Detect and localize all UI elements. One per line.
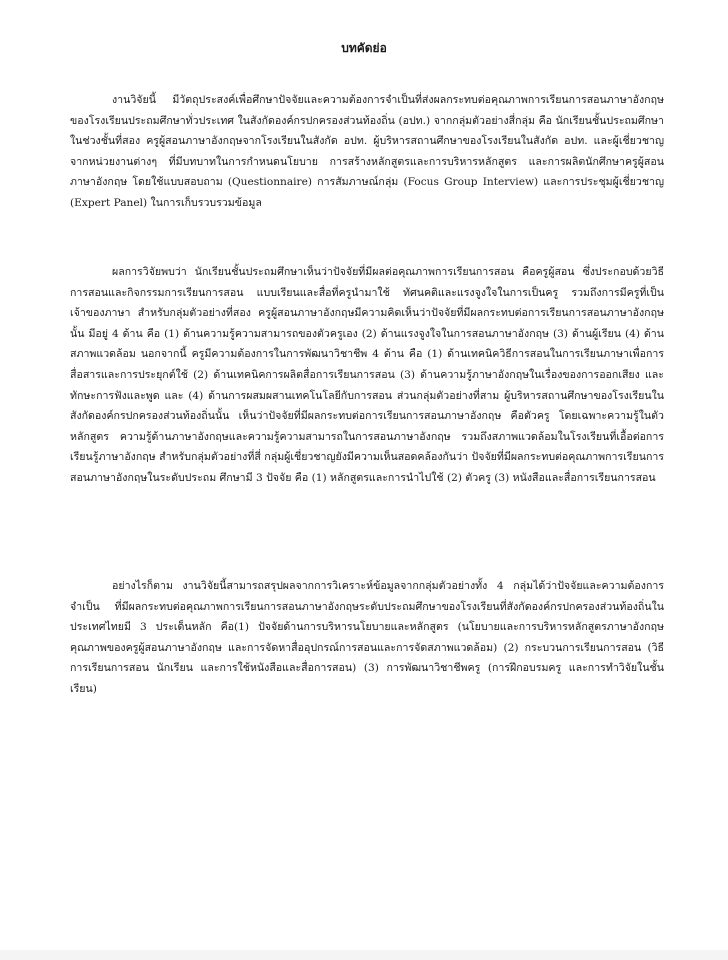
abstract-title: บทคัดย่อ [341, 41, 387, 55]
abstract-paragraph-conclusion: อย่างไรก็ตาม งานวิจัยนี้สามารถสรุปผลจากการวิเคราะห์ข้อมูลจากกลุ่มตัวอย่างทั้ง 4 กลุ่มได้ว่าปัจจัยและความต้องการจำเป็น ที่มีผลกระทบต่อคุณภาพการเรียนการสอนภาษาอังกฤษระดับประถมศึกษาของโรงเรียนที่สังกัดองค์กรปกครองส่วนท้องถิ่นในประเทศไทยมี 3 ประเด็นหลัก คือ(1) ปัจจัยด้านการบริหารนโยบายและหลักสูตร (นโยบายและการบริหารหลักสูตรภาษาอังกฤษ คุณภาพของครูผู้สอนภาษาอังกฤษ และการจัดหาสื่ออุปกรณ์การสอนและการจัดสภาพแวดล้อม) (2) กระบวนการเรียนการสอน (วิธีการเรียนการสอน นักเรียน และการใช้หนังสือและสื่อการสอน) (3) การพัฒนาวิชาชีพครู (การฝึกอบรมครู และการทำวิจัยในชั้นเรียน) [70, 580, 664, 695]
abstract-paragraph-findings: ผลการวิจัยพบว่า นักเรียนชั้นประถมศึกษาเห็นว่าปัจจัยที่มีผลต่อคุณภาพการเรียนการสอน คือครูผู้สอน ซึ่งประกอบด้วยวิธีการสอนและกิจกรรมการเรียนการสอน แบบเรียนและสื่อที่ครูนำมาใช้ ทัศนคติและแรงจูงใจในการเป็นครู รวมถึงการมีครูที่เป็นเจ้าของภาษา สำหรับกลุ่มตัวอย่างที่สอง ครูผู้สอนภาษาอังกฤษมีความคิดเห็นว่าปัจจัยที่มีผลกระทบต่อการเรียนการสอนภาษาอังกฤษนั้น มีอยู่ 4 ด้าน คือ (1) ด้านความรู้ความสามารถของตัวครูเอง (2) ด้านแรงจูงใจในการสอนภาษาอังกฤษ (3) ด้านผู้เรียน (4) ด้านสภาพแวดล้อม นอกจากนี้ ครูมีความต้องการในการพัฒนาวิชาชีพ 4 ด้าน คือ (1) ด้านเทคนิควิธีการสอนในการเรียนภาษาเพื่อการสื่อสารและการประยุกต์ใช้ (2) ด้านเทคนิคการผลิตสื่อการเรียนการสอน (3) ด้านความรู้ภาษาอังกฤษในเรื่องของการออกเสียง และทักษะการฟังและพูด และ (4) ด้านการผสมผสานเทคโนโลยีกับการสอน ส่วนกลุ่มตัวอย่างที่สาม ผู้บริหารสถานศึกษาของโรงเรียนในสังกัดองค์กรปกครองส่วนท้องถิ่นนั้น เห็นว่าปัจจัยที่มีผลกระทบต่อการเรียนการสอนภาษาอังกฤษ คือตัวครู โดยเฉพาะความรู้ในตัวหลักสูตร ความรู้ด้านภาษาอังกฤษและความรู้ความสามารถในการสอนภาษาอังกฤษ รวมถึงสภาพแวดล้อมในโรงเรียนที่เอื้อต่อการเรียนรู้ภาษาอังกฤษ สำหรับกลุ่มตัวอย่างที่สี่ กลุ่มผู้เชี่ยวชาญยังมีความเห็นสอดคล้องกันว่า ปัจจัยที่มีผลกระทบต่อคุณภาพการเรียนการสอนภาษาอังกฤษในระดับประถม ศึกษามี 3 ปัจจัย คือ (1) หลักสูตรและการนำไปใช้ (2) ตัวครู (3) หนังสือและสื่อการเรียนการสอน [70, 266, 664, 484]
abstract-paragraph-objectives: งานวิจัยนี้ มีวัตถุประสงค์เพื่อศึกษาปัจจัยและความต้องการจำเป็นที่ส่งผลกระทบต่อคุณภาพการเรียนการสอนภาษาอังกฤษของโรงเรียนประถมศึกษาทั่วประเทศ ในสังกัดองค์กรปกครองส่วนท้องถิ่น (อปท.) จากกลุ่มตัวอย่างสี่กลุ่ม คือ นักเรียนชั้นประถมศึกษาในช่วงชั้นที่สอง ครูผู้สอนภาษาอังกฤษจากโรงเรียนในสังกัด อปท. ผู้บริหารสถานศึกษาของโรงเรียนในสังกัด อปท. และผู้เชี่ยวชาญจากหน่วยงานต่างๆ ที่มีบทบาทในการกำหนดนโยบาย การสร้างหลักสูตรและการบริหารหลักสูตร และการผลิตนักศึกษาครูผู้สอนภาษาอังกฤษ โดยใช้แบบสอบถาม (Questionnaire) การสัมภาษณ์กลุ่ม (Focus Group Interview) และการประชุมผู้เชี่ยวชาญ (Expert Panel) ในการเก็บรวบรวมข้อมูล [70, 94, 664, 209]
page-bottom-edge [0, 950, 728, 960]
